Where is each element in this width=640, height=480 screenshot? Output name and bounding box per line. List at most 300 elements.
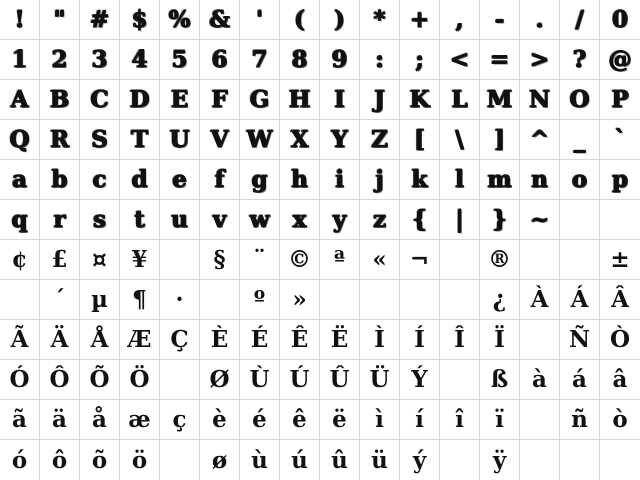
glyph-cell[interactable] xyxy=(160,360,200,400)
glyph-character: V xyxy=(210,126,229,153)
glyph-character: í xyxy=(415,406,424,433)
glyph-cell[interactable] xyxy=(520,280,560,320)
glyph-character: ! xyxy=(14,6,25,33)
glyph-cell[interactable] xyxy=(40,80,80,120)
glyph-character: ÿ xyxy=(492,446,507,474)
glyph-character: » xyxy=(292,286,307,313)
glyph-cell[interactable] xyxy=(480,200,520,240)
glyph-character: Y xyxy=(331,126,348,153)
glyph-cell[interactable] xyxy=(560,400,600,440)
glyph-cell[interactable] xyxy=(560,160,600,200)
glyph-cell[interactable] xyxy=(0,360,40,400)
glyph-character: Ö xyxy=(129,366,150,393)
glyph-character: F xyxy=(211,86,228,113)
glyph-cell[interactable] xyxy=(600,240,640,280)
glyph-character: 2 xyxy=(51,46,68,73)
glyph-cell[interactable] xyxy=(0,440,40,480)
glyph-cell[interactable] xyxy=(440,160,480,200)
glyph-cell[interactable] xyxy=(280,440,320,480)
glyph-cell[interactable] xyxy=(280,240,320,280)
glyph-cell[interactable] xyxy=(160,240,200,280)
glyph-cell[interactable] xyxy=(400,440,440,480)
glyph-character: 3 xyxy=(91,46,108,73)
glyph-cell[interactable] xyxy=(240,0,280,40)
glyph-cell[interactable] xyxy=(440,80,480,120)
glyph-cell[interactable] xyxy=(40,0,80,40)
glyph-cell[interactable] xyxy=(520,320,560,360)
glyph-cell[interactable] xyxy=(0,280,40,320)
glyph-character: Ô xyxy=(49,366,70,393)
glyph-cell[interactable] xyxy=(480,320,520,360)
glyph-cell[interactable] xyxy=(0,320,40,360)
glyph-character: ; xyxy=(415,46,424,73)
glyph-cell[interactable] xyxy=(280,0,320,40)
glyph-cell[interactable] xyxy=(80,40,120,80)
glyph-character: ë xyxy=(332,406,347,433)
glyph-character: l xyxy=(455,166,464,193)
glyph-cell[interactable] xyxy=(440,400,480,440)
glyph-character: ¤ xyxy=(92,246,107,273)
glyph-character: º xyxy=(253,286,266,313)
glyph-cell[interactable] xyxy=(80,120,120,160)
glyph-character: H xyxy=(288,86,311,113)
glyph-cell[interactable] xyxy=(360,160,400,200)
glyph-cell[interactable] xyxy=(600,80,640,120)
glyph-cell[interactable] xyxy=(240,240,280,280)
glyph-cell[interactable] xyxy=(240,280,280,320)
glyph-cell[interactable] xyxy=(80,280,120,320)
glyph-cell[interactable] xyxy=(40,320,80,360)
glyph-character: ¢ xyxy=(11,246,28,273)
glyph-cell[interactable] xyxy=(200,0,240,40)
glyph-cell[interactable] xyxy=(160,320,200,360)
glyph-character: Í xyxy=(414,326,425,353)
glyph-cell[interactable] xyxy=(160,120,200,160)
glyph-cell[interactable] xyxy=(280,400,320,440)
glyph-cell[interactable] xyxy=(320,400,360,440)
glyph-character: j xyxy=(375,166,384,193)
glyph-character: s xyxy=(93,206,106,233)
glyph-character: _ xyxy=(573,126,586,153)
glyph-cell[interactable] xyxy=(600,360,640,400)
glyph-cell[interactable] xyxy=(360,200,400,240)
glyph-character: + xyxy=(409,6,430,33)
glyph-cell[interactable] xyxy=(40,280,80,320)
glyph-cell[interactable] xyxy=(480,80,520,120)
glyph-cell[interactable] xyxy=(40,240,80,280)
glyph-cell[interactable] xyxy=(400,40,440,80)
glyph-cell[interactable] xyxy=(400,320,440,360)
glyph-cell[interactable] xyxy=(320,440,360,480)
glyph-cell[interactable] xyxy=(240,440,280,480)
glyph-cell[interactable] xyxy=(480,440,520,480)
glyph-cell[interactable] xyxy=(200,240,240,280)
glyph-character: ` xyxy=(614,126,626,153)
glyph-cell[interactable] xyxy=(440,280,480,320)
glyph-cell[interactable] xyxy=(560,120,600,160)
glyph-cell[interactable] xyxy=(0,200,40,240)
glyph-cell[interactable] xyxy=(200,320,240,360)
glyph-cell[interactable] xyxy=(560,80,600,120)
glyph-character: è xyxy=(212,406,227,433)
glyph-character: w xyxy=(249,206,270,233)
glyph-character: Æ xyxy=(127,326,152,353)
glyph-cell[interactable] xyxy=(80,240,120,280)
glyph-cell[interactable] xyxy=(520,40,560,80)
glyph-character: 1 xyxy=(11,46,28,73)
glyph-cell[interactable] xyxy=(160,160,200,200)
glyph-character: 0 xyxy=(611,6,628,33)
glyph-cell[interactable] xyxy=(440,440,480,480)
glyph-cell[interactable] xyxy=(360,280,400,320)
glyph-cell[interactable] xyxy=(120,120,160,160)
glyph-cell[interactable] xyxy=(480,160,520,200)
glyph-cell[interactable] xyxy=(480,40,520,80)
glyph-character: ( xyxy=(294,6,305,33)
glyph-cell[interactable] xyxy=(360,360,400,400)
glyph-cell[interactable] xyxy=(80,360,120,400)
glyph-character: t xyxy=(134,206,145,233)
glyph-character: Û xyxy=(329,366,350,393)
glyph-cell[interactable] xyxy=(200,160,240,200)
glyph-cell[interactable] xyxy=(560,320,600,360)
glyph-cell[interactable] xyxy=(0,240,40,280)
glyph-character: N xyxy=(528,86,551,113)
glyph-character: ª xyxy=(333,246,346,273)
glyph-character: W xyxy=(246,126,273,153)
glyph-character: o xyxy=(571,166,588,193)
glyph-cell[interactable] xyxy=(400,80,440,120)
glyph-cell[interactable] xyxy=(320,120,360,160)
glyph-cell[interactable] xyxy=(560,440,600,480)
glyph-cell[interactable] xyxy=(40,40,80,80)
glyph-character: é xyxy=(252,406,267,433)
glyph-character: ê xyxy=(292,406,307,433)
glyph-cell[interactable] xyxy=(480,240,520,280)
glyph-character: * xyxy=(373,6,386,33)
glyph-character: T xyxy=(130,126,149,153)
glyph-cell[interactable] xyxy=(240,80,280,120)
glyph-character: Á xyxy=(570,286,589,313)
glyph-cell[interactable] xyxy=(320,320,360,360)
glyph-cell[interactable] xyxy=(0,120,40,160)
glyph-character: Ã xyxy=(10,326,29,353)
glyph-character: Ú xyxy=(289,366,310,393)
glyph-cell[interactable] xyxy=(280,200,320,240)
glyph-cell[interactable] xyxy=(280,320,320,360)
glyph-cell[interactable] xyxy=(360,440,400,480)
glyph-cell[interactable] xyxy=(280,120,320,160)
glyph-cell[interactable] xyxy=(200,200,240,240)
glyph-character: 6 xyxy=(211,46,228,73)
glyph-cell[interactable] xyxy=(0,0,40,40)
glyph-cell[interactable] xyxy=(600,160,640,200)
glyph-cell[interactable] xyxy=(400,120,440,160)
glyph-cell[interactable] xyxy=(560,240,600,280)
glyph-cell[interactable] xyxy=(200,40,240,80)
glyph-cell[interactable] xyxy=(120,40,160,80)
glyph-cell[interactable] xyxy=(320,40,360,80)
glyph-character: f xyxy=(214,166,225,193)
glyph-cell[interactable] xyxy=(600,120,640,160)
glyph-cell[interactable] xyxy=(280,80,320,120)
glyph-cell[interactable] xyxy=(520,120,560,160)
glyph-cell[interactable] xyxy=(520,240,560,280)
glyph-cell[interactable] xyxy=(400,400,440,440)
glyph-cell[interactable] xyxy=(440,0,480,40)
glyph-cell[interactable] xyxy=(80,400,120,440)
glyph-character: ù xyxy=(251,446,268,474)
glyph-cell[interactable] xyxy=(440,120,480,160)
glyph-character: È xyxy=(210,326,229,353)
glyph-cell[interactable] xyxy=(600,40,640,80)
glyph-cell[interactable] xyxy=(200,280,240,320)
glyph-character: â xyxy=(612,366,628,393)
glyph-cell[interactable] xyxy=(360,120,400,160)
glyph-cell[interactable] xyxy=(160,0,200,40)
glyph-character: Ï xyxy=(494,326,505,353)
glyph-cell[interactable] xyxy=(400,280,440,320)
glyph-character: © xyxy=(288,246,311,273)
glyph-cell[interactable] xyxy=(160,280,200,320)
glyph-cell[interactable] xyxy=(600,200,640,240)
glyph-cell[interactable] xyxy=(360,0,400,40)
glyph-character: e xyxy=(172,166,187,193)
glyph-cell[interactable] xyxy=(320,360,360,400)
glyph-character: ý xyxy=(412,446,427,474)
glyph-character: Î xyxy=(454,326,465,353)
glyph-cell[interactable] xyxy=(560,0,600,40)
glyph-cell[interactable] xyxy=(560,40,600,80)
glyph-cell[interactable] xyxy=(200,80,240,120)
glyph-cell[interactable] xyxy=(80,320,120,360)
glyph-character: d xyxy=(131,166,148,193)
glyph-character: i xyxy=(335,166,344,193)
glyph-cell[interactable] xyxy=(40,400,80,440)
glyph-cell[interactable] xyxy=(80,440,120,480)
glyph-cell[interactable] xyxy=(440,40,480,80)
glyph-cell[interactable] xyxy=(160,400,200,440)
glyph-cell[interactable] xyxy=(120,160,160,200)
glyph-cell[interactable] xyxy=(240,320,280,360)
glyph-cell[interactable] xyxy=(160,200,200,240)
glyph-cell[interactable] xyxy=(200,120,240,160)
glyph-cell[interactable] xyxy=(360,40,400,80)
glyph-cell[interactable] xyxy=(280,40,320,80)
glyph-cell[interactable] xyxy=(80,200,120,240)
glyph-cell[interactable] xyxy=(200,440,240,480)
glyph-character: ú xyxy=(291,446,308,474)
glyph-character: / xyxy=(575,6,584,33)
glyph-character: - xyxy=(494,6,505,33)
glyph-character: : xyxy=(375,46,384,73)
glyph-character: [ xyxy=(414,126,425,153)
glyph-cell[interactable] xyxy=(40,440,80,480)
glyph-character: m xyxy=(487,166,512,193)
glyph-cell[interactable] xyxy=(520,360,560,400)
glyph-cell[interactable] xyxy=(600,440,640,480)
glyph-cell[interactable] xyxy=(40,160,80,200)
glyph-character: J xyxy=(374,86,385,113)
glyph-cell[interactable] xyxy=(240,200,280,240)
glyph-character: q xyxy=(11,206,28,233)
glyph-cell[interactable] xyxy=(400,160,440,200)
glyph-cell[interactable] xyxy=(240,40,280,80)
glyph-character: 9 xyxy=(331,46,348,73)
glyph-cell[interactable] xyxy=(480,360,520,400)
glyph-character: A xyxy=(10,86,29,113)
glyph-cell[interactable] xyxy=(480,400,520,440)
glyph-cell[interactable] xyxy=(120,0,160,40)
glyph-cell[interactable] xyxy=(40,360,80,400)
glyph-cell[interactable] xyxy=(520,200,560,240)
glyph-cell[interactable] xyxy=(560,360,600,400)
glyph-character: U xyxy=(169,126,190,153)
glyph-cell[interactable] xyxy=(160,440,200,480)
glyph-character: L xyxy=(451,86,468,113)
glyph-character: Ç xyxy=(170,326,189,353)
glyph-character: · xyxy=(175,286,184,313)
glyph-cell[interactable] xyxy=(600,320,640,360)
glyph-character: µ xyxy=(91,286,108,313)
glyph-cell[interactable] xyxy=(80,80,120,120)
glyph-cell[interactable] xyxy=(320,240,360,280)
glyph-cell[interactable] xyxy=(360,320,400,360)
glyph-character: ø xyxy=(211,446,228,474)
glyph-character: ç xyxy=(172,406,187,433)
glyph-character: z xyxy=(372,206,387,233)
glyph-cell[interactable] xyxy=(520,400,560,440)
glyph-cell[interactable] xyxy=(120,320,160,360)
glyph-cell[interactable] xyxy=(440,320,480,360)
glyph-cell[interactable] xyxy=(560,280,600,320)
glyph-cell[interactable] xyxy=(200,360,240,400)
glyph-character: K xyxy=(409,86,430,113)
glyph-cell[interactable] xyxy=(560,200,600,240)
glyph-cell[interactable] xyxy=(440,200,480,240)
glyph-cell[interactable] xyxy=(320,200,360,240)
glyph-character: " xyxy=(53,6,66,33)
glyph-cell[interactable] xyxy=(240,160,280,200)
glyph-cell[interactable] xyxy=(480,280,520,320)
glyph-cell[interactable] xyxy=(400,0,440,40)
glyph-character: ´ xyxy=(53,286,66,313)
glyph-cell[interactable] xyxy=(280,360,320,400)
glyph-character: Ì xyxy=(374,326,385,353)
glyph-character: a xyxy=(12,166,27,193)
glyph-cell[interactable] xyxy=(40,120,80,160)
glyph-cell[interactable] xyxy=(520,160,560,200)
glyph-cell[interactable] xyxy=(440,240,480,280)
glyph-cell[interactable] xyxy=(320,80,360,120)
glyph-character: ï xyxy=(495,406,504,433)
glyph-character: Ü xyxy=(369,366,390,393)
glyph-cell[interactable] xyxy=(80,160,120,200)
glyph-cell[interactable] xyxy=(600,0,640,40)
glyph-cell[interactable] xyxy=(120,400,160,440)
glyph-cell[interactable] xyxy=(200,400,240,440)
glyph-cell[interactable] xyxy=(80,0,120,40)
glyph-character: D xyxy=(129,86,150,113)
glyph-cell[interactable] xyxy=(240,360,280,400)
glyph-cell[interactable] xyxy=(320,0,360,40)
glyph-cell[interactable] xyxy=(120,440,160,480)
glyph-character: & xyxy=(209,6,230,33)
glyph-cell[interactable] xyxy=(600,280,640,320)
glyph-character: ö xyxy=(131,446,148,474)
glyph-character: ® xyxy=(488,246,511,273)
glyph-character: ô xyxy=(51,446,68,474)
glyph-cell[interactable] xyxy=(0,40,40,80)
glyph-cell[interactable] xyxy=(0,160,40,200)
glyph-cell[interactable] xyxy=(320,160,360,200)
glyph-character: v xyxy=(212,206,227,233)
glyph-character: , xyxy=(455,6,464,33)
glyph-cell[interactable] xyxy=(400,240,440,280)
glyph-cell[interactable] xyxy=(600,400,640,440)
glyph-cell[interactable] xyxy=(120,360,160,400)
glyph-cell[interactable] xyxy=(120,240,160,280)
glyph-character: ä xyxy=(52,406,67,433)
glyph-cell[interactable] xyxy=(280,280,320,320)
glyph-cell[interactable] xyxy=(480,120,520,160)
glyph-cell[interactable] xyxy=(520,440,560,480)
glyph-cell[interactable] xyxy=(520,80,560,120)
glyph-character: ¶ xyxy=(132,286,147,313)
glyph-character: Õ xyxy=(89,366,110,393)
glyph-cell[interactable] xyxy=(360,80,400,120)
glyph-character: ¨ xyxy=(253,246,266,273)
glyph-cell[interactable] xyxy=(400,200,440,240)
glyph-cell[interactable] xyxy=(480,0,520,40)
glyph-cell[interactable] xyxy=(440,360,480,400)
glyph-cell[interactable] xyxy=(240,120,280,160)
glyph-character: } xyxy=(492,206,507,233)
glyph-character: Ê xyxy=(290,326,309,353)
glyph-character: S xyxy=(91,126,108,153)
glyph-character: E xyxy=(170,86,189,113)
glyph-cell[interactable] xyxy=(320,280,360,320)
glyph-cell[interactable] xyxy=(520,0,560,40)
glyph-cell[interactable] xyxy=(120,200,160,240)
glyph-cell[interactable] xyxy=(400,360,440,400)
glyph-character: õ xyxy=(91,446,108,474)
glyph-character: < xyxy=(449,46,470,73)
glyph-character: Ò xyxy=(609,326,631,353)
glyph-cell[interactable] xyxy=(0,400,40,440)
glyph-cell[interactable] xyxy=(120,280,160,320)
glyph-character: ~ xyxy=(529,206,550,233)
glyph-cell[interactable] xyxy=(360,240,400,280)
glyph-character: h xyxy=(291,166,308,193)
glyph-cell[interactable] xyxy=(240,400,280,440)
glyph-cell[interactable] xyxy=(0,80,40,120)
glyph-character: ) xyxy=(334,6,345,33)
glyph-cell[interactable] xyxy=(40,200,80,240)
glyph-character: £ xyxy=(51,246,68,273)
glyph-cell[interactable] xyxy=(160,80,200,120)
glyph-character: à xyxy=(532,366,547,393)
glyph-character: y xyxy=(332,206,347,233)
glyph-cell[interactable] xyxy=(120,80,160,120)
glyph-character: Ý xyxy=(411,366,428,393)
glyph-character: . xyxy=(535,6,544,33)
glyph-character: X xyxy=(290,126,309,153)
glyph-cell[interactable] xyxy=(280,160,320,200)
glyph-character: æ xyxy=(128,406,151,433)
glyph-cell[interactable] xyxy=(360,400,400,440)
glyph-cell[interactable] xyxy=(160,40,200,80)
